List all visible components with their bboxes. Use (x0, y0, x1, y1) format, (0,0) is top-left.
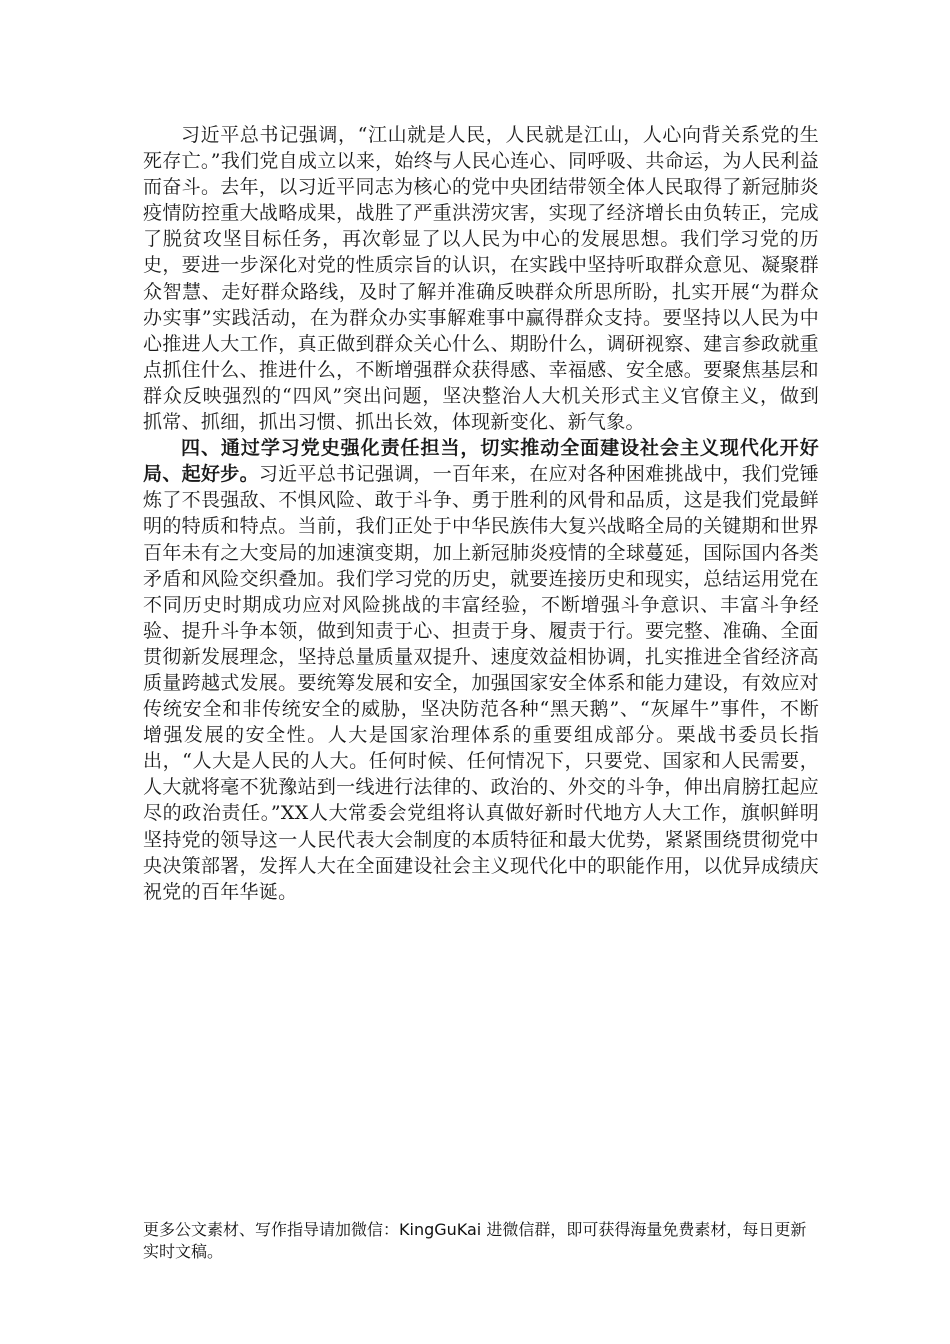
section-4-body: 习近平总书记强调，一百年来，在应对各种困难挑战中，我们党锤炼了不畏强敌、不惧风险、敢于斗争、勇于胜利的风骨和品质，这是我们党最鲜明的特质和特点。当前，我们正处于中华民族伟大复兴战略全局的关键期和世界百年未有之大变局的加速演变期，加上新冠肺炎疫情的全球蔓延，国际国内各类矛盾和风险交织叠加。我们学习党的历史，就要连接历史和现实，总结运用党在不同历史时期成功应对风险挑战的丰富经验，不断增强斗争意识、丰富斗争经验、提升斗争本领，做到知责于心、担责于身、履责于行。要完整、准确、全面贯彻新发展理念，坚持总量质量双提升、速度效益相协调，扎实推进全省经济高质量跨越式发展。要统筹发展和安全，加强国家安全体系和能力建设，有效应对传统安全和非传统安全的威胁，坚决防范各种“黑天鹅”、“灰犀牛”事件，不断增强发展的安全性。人大是国家治理体系的重要组成部分。栗战书委员长指出，“人大是人民的人大。任何时候、任何情况下，只要党、国家和人民需要，人大就将毫不犹豫站到一线进行法律的、政治的、外交的斗争，伸出肩膀扛起应尽的政治责任。”XX人大常委会党组将认真做好新时代地方人大工作，旗帜鲜明坚持党的领导这一人民代表大会制度的本质特征和最大优势，紧紧围绕贯彻党中央决策部署，发挥人大在全面建设社会主义现代化中的职能作用，以优异成绩庆祝党的百年华诞。 (143, 463, 819, 903)
document-body (143, 122, 819, 905)
paragraph-1: 习近平总书记强调，“江山就是人民，人民就是江山，人心向背关系党的生死存亡。”我们党自成立以来，始终与人民心连心、同呼吸、共命运，为人民利益而奋斗。去年，以习近平同志为核心的党中央团结带领全体人民取得了新冠肺炎疫情防控重大战略成果，战胜了严重洪涝灾害，实现了经济增长由负转正，完成了脱贫攻坚目标任务，再次彰显了以人民为中心的发展思想。我们学习党的历史，要进一步深化对党的性质宗旨的认识，在实践中坚持听取群众意见、凝聚群众智慧、走好群众路线，及时了解并准确反映群众所思所盼，扎实开展“为群众办实事”实践活动，在为群众办实事解难事中赢得群众支持。要坚持以人民为中心推进人大工作，真正做到群众关心什么、期盼什么，调研视察、建言参政就重点抓住什么、推进什么，不断增强群众获得感、幸福感、安全感。要聚焦基层和群众反映强烈的“四风”突出问题，坚决整治人大机关形式主义官僚主义，做到抓常、抓细，抓出习惯、抓出长效，体现新变化、新气象。 (143, 124, 820, 434)
section-4-heading: 四、通过学习党史强化责任担当，切实推动全面建设社会主义现代化开好局、起好步。 (143, 437, 819, 486)
paragraph-section-4 (143, 435, 819, 905)
footer-note: 更多公文素材、写作指导请加微信：KingGuKai 进微信群，即可获得海量免费素材，每日更新实时文稿。 (143, 1220, 807, 1261)
